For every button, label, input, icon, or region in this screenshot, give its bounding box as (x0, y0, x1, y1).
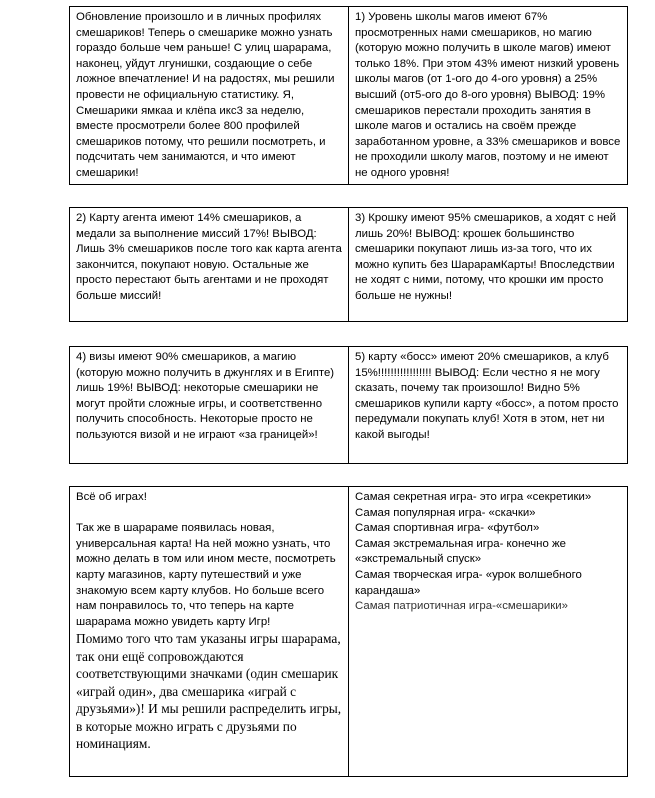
stat-boss-card: 5) карту «босс» имеют 20% смешариков, а клуб 15%!!!!!!!!!!!!!!!!! ВЫВОД: Если честно я не могу сказать, почему так произошло! Видно 5% смешариков купили карту «босс», а потом просто передумали покупать клуб! Хотя в этом, нет ни какой выгоды! (349, 347, 628, 464)
stat-school-of-mages: 1) Уровень школы магов имеют 67% просмотренных нами смешариков, но магию (которую можно получить в школе магов) имеют только 18%. При этом 43% имеют низкий уровень школы магов (от 1-ого до 4-ого уровня) а 25% высший (от5-ого до 8-ого уровня) ВЫВОД: 19% смешариков перестали проходить занятия в школе магов и остались на своём прежде заработанном уровне, а 33% смешариков и вовсе не проходили школу магов, поэтому и не имеют не одного уровня! (349, 7, 628, 185)
games-paragraph: Так же в шарараме появилась новая, универсальная карта! На ней можно узнать, что можно делать в том или ином месте, посмотреть карту магазинов, карту путешествий и уже знакомую всем карту клубов. Но больше всего нам понравилось то, что теперь на карте шарарама можно увидеть карту Игр! (76, 522, 336, 628)
nomination-sport: Самая спортивная игра- «футбол» (355, 522, 540, 535)
stat-visas: 4) визы имеют 90% смешариков, а магию (которую можно получить в джунглях и в Египте) лишь 19%! ВЫВОД: некоторые смешарики не могут пройти сложные игры, и соответственно получить способность. Некоторые просто не пользуются визой и не играют «за границей»! (70, 347, 349, 464)
games-table (69, 486, 628, 777)
stat-agent-card: 2) Карту агента имеют 14% смешариков, а медали за выполнение миссий 17%! ВЫВОД: Лишь 3% смешариков после того как карта агента закончится, покупают новую. Остальные же просто перестают быть агентами и не проходят больше миссий! (70, 208, 349, 322)
nomination-secret: Самая секретная игра- это игра «секретики» (355, 491, 592, 503)
games-title: Всё об играх! (76, 491, 147, 503)
games-article (70, 487, 349, 777)
stats-table-3 (69, 346, 628, 464)
game-nominations (349, 487, 628, 777)
paragraph-spacer (76, 506, 342, 522)
stat-kroshka: 3) Крошку имеют 95% смешариков, а ходят с ней лишь 20%! ВЫВОД: крошек большинство смешарики покупают лишь из-за того, что их можно купить без ШарарамКарты! Впоследствии не ходят с ними, потому, что крошки им просто больше не нужны! (349, 208, 628, 322)
games-paragraph-serif: Помимо того что там указаны игры шарарама, так они ещё сопровождаются соответствующими значками (один смешарик «играй один», два смешарика «играй с друзьями»)! И мы решили распределить игры, в которые можно играть с друзьями по номинациям. (76, 631, 342, 752)
nomination-creative: Самая творческая игра- «урок волшебного карандаша» (355, 568, 582, 597)
nomination-patriotic: Самая патриотичная игра-«смешарики» (355, 600, 568, 613)
stats-table-2 (69, 207, 628, 322)
intro-table (69, 6, 628, 185)
nomination-extreme: Самая экстремальная игра- конечно же «экстремальный спуск» (355, 537, 566, 566)
nomination-popular: Самая популярная игра- «скачки» (355, 506, 536, 519)
intro-text: Обновление произошло и в личных профилях смешариков! Теперь о смешарике можно узнать гораздо больше чем раньше! С улиц шарарама, наконец, уйдут лгунишки, создающие о себе ложное впечатление! И на радостях, мы решили провести не официальную статистику. Я, Смешарики ямкаа и клёпа икс3 за неделю, вместе просмотрели более 800 профилей смешариков потому, что решили посмотреть, и подсчитать чем занимаются, и что имеют смешарики! (70, 7, 349, 185)
